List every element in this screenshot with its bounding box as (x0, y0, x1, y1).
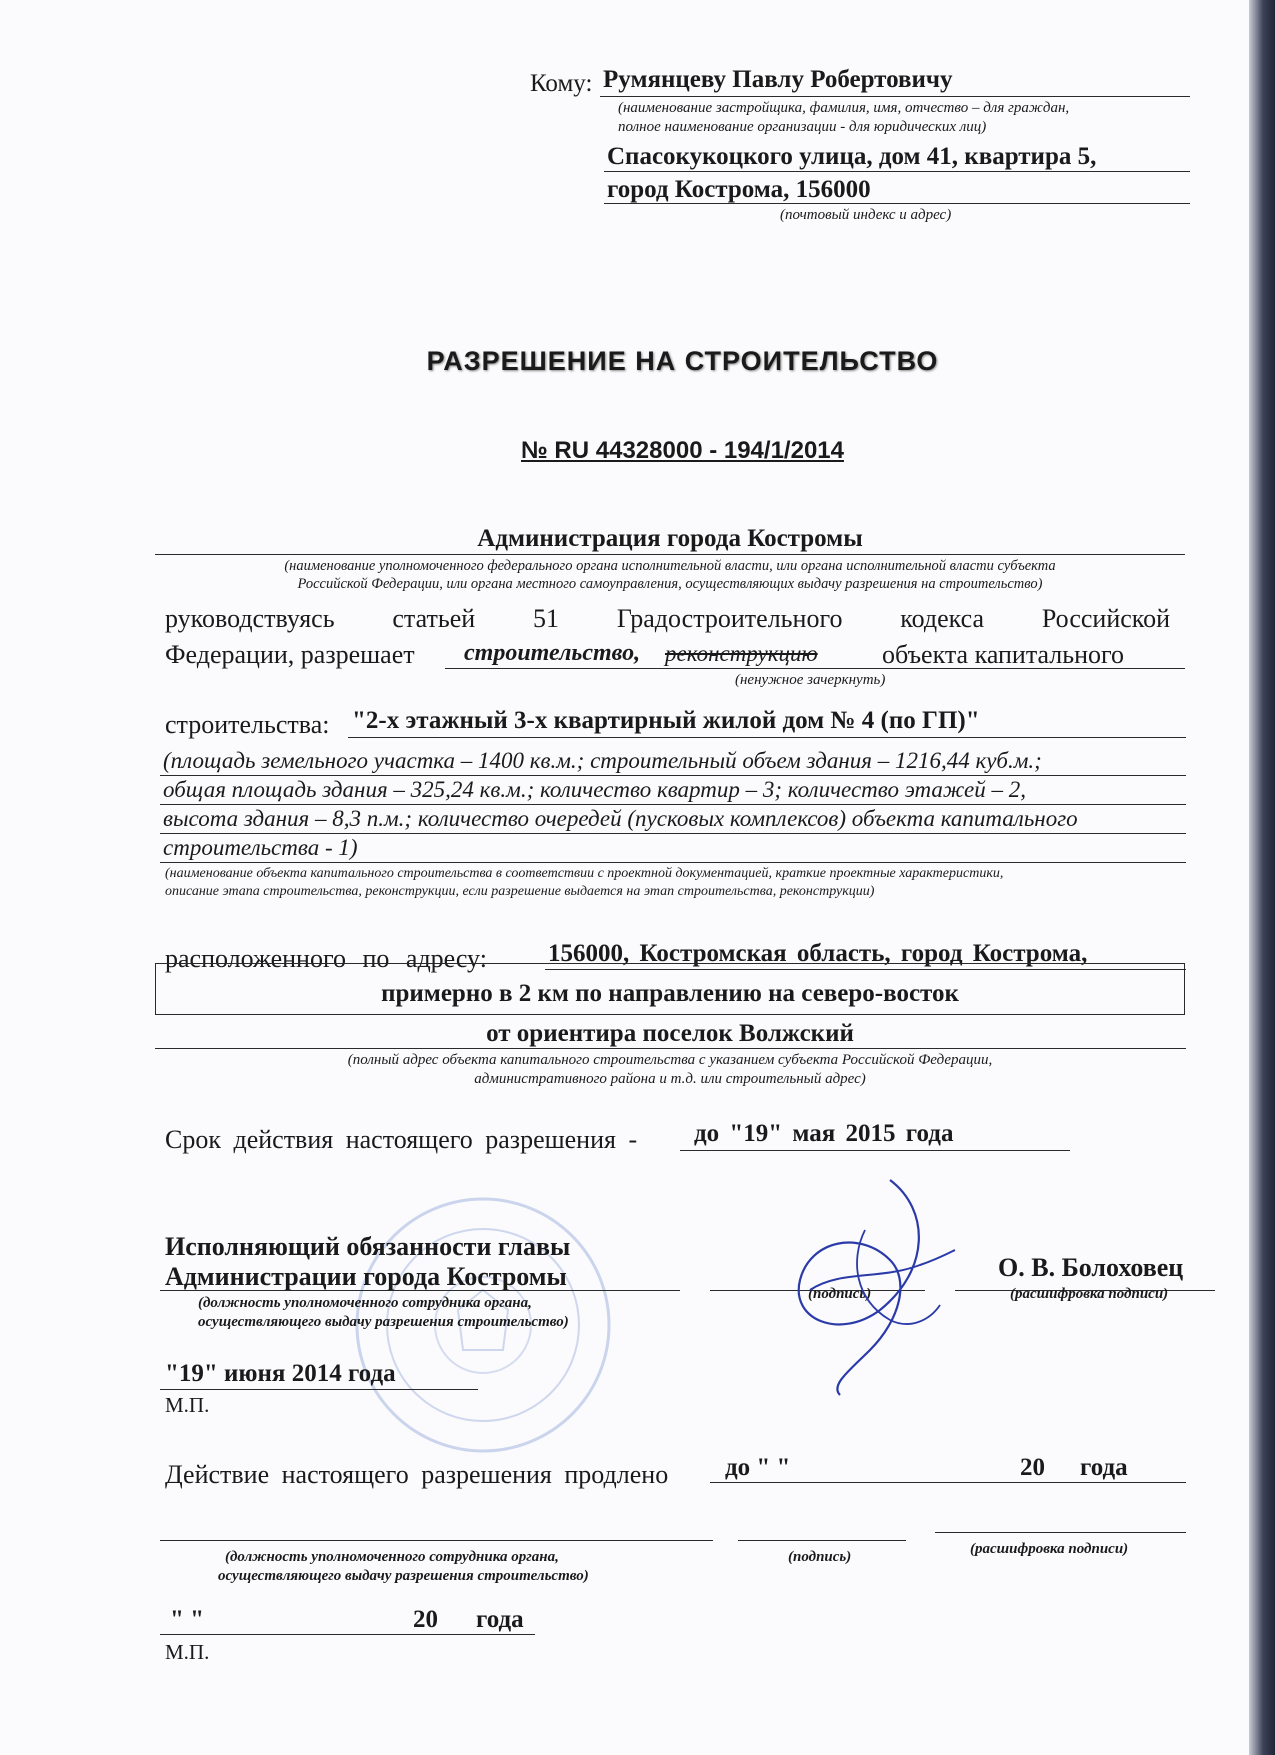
signatory-seal-label: М.П. (165, 1393, 210, 1417)
location-prefix: расположенного по адресу: (165, 944, 487, 973)
object-name-rule (348, 737, 1186, 738)
characteristics-line-1: (площадь земельного участка – 1400 кв.м.; строительный объем здания – 1216,44 куб.м.; (163, 748, 1042, 773)
extension-year: 20 (1020, 1454, 1045, 1481)
extension-signature-caption: (подпись) (788, 1549, 852, 1565)
signatory-position-2: Администрации города Костромы (165, 1262, 567, 1291)
signatory-name-caption: (расшифровка подписи) (1010, 1286, 1169, 1302)
extension-position-caption-2: осуществляющего выдачу разрешения строительство) (218, 1568, 589, 1584)
recipient-address-line-2: город Кострома, 156000 (607, 176, 871, 203)
body-line-1: руководствуясь статьей 51 Градостроительного кодекса Российской (165, 604, 1170, 633)
signatory-position-caption-1: (должность уполномоченного сотрудника органа, (198, 1295, 532, 1311)
recipient-name-caption-2: полное наименование организации - для юридических лиц) (618, 119, 987, 135)
strike-caption: (ненужное зачеркнуть) (735, 672, 886, 688)
object-caption-2: описание этапа строительства, реконструкции, если разрешение выдается на этап строительства, реконструкции) (165, 884, 875, 899)
address-line-1-rule (604, 171, 1190, 172)
recipient-name-line (600, 96, 1190, 97)
location-line-1: 156000, Костромская область, город Кострома, (548, 940, 1088, 967)
signatory-position-caption-2: осуществляющего выдачу разрешения строительство) (198, 1314, 569, 1330)
signatory-date: "19" июня 2014 года (165, 1360, 396, 1387)
validity-value: до "19" мая 2015 года (694, 1120, 954, 1147)
signature-caption: (подпись) (808, 1286, 872, 1302)
location-line-3: от ориентира поселок Волжский (486, 1020, 854, 1047)
recipient-label: Кому: (530, 70, 593, 97)
validity-prefix: Срок действия настоящего разрешения - (165, 1125, 638, 1154)
object-caption-1: (наименование объекта капитального строительства в соответствии с проектной документацией, краткие проектные характеристики, (165, 866, 1004, 881)
body-line-2-suffix: объекта капитального (882, 640, 1125, 669)
object-name: "2-х этажный 3-х квартирный жилой дом № 4 (по ГП)" (352, 707, 980, 734)
characteristics-line-2: общая площадь здания – 325,24 кв.м.; количество квартир – 3; количество этажей – 2, (163, 777, 1026, 802)
extension-seal-label: М.П. (165, 1640, 210, 1664)
extension-position-rule (160, 1540, 713, 1541)
authority-caption-1: (наименование уполномоченного федерального органа исполнительной власти, или органа исполнительной власти субъекта (284, 558, 1056, 574)
characteristics-rule-4 (160, 862, 1186, 863)
body-line-2-prefix: Федерации, разрешает (165, 640, 415, 669)
extension-prefix: Действие настоящего разрешения продлено (165, 1460, 669, 1489)
characteristics-rule-2 (160, 804, 1186, 805)
extension-name-rule (935, 1532, 1186, 1533)
extension-date-quote: " " (170, 1606, 205, 1633)
extension-date-year: 20 (413, 1606, 438, 1633)
signatory-position-1: Исполняющий обязанности главы (165, 1232, 571, 1261)
location-caption-1: (полный адрес объекта капитального строительства с указанием субъекта Российской Федерации, (347, 1052, 993, 1068)
extension-name-caption: (расшифровка подписи) (970, 1541, 1129, 1557)
signatory-position-rule (160, 1290, 680, 1291)
signatory-name: О. В. Болоховец (998, 1253, 1184, 1282)
scan-edge (1249, 0, 1275, 1755)
authority-rule (155, 554, 1185, 555)
location-line-2: примерно в 2 км по направлению на северо-восток (381, 980, 959, 1007)
extension-year-suffix: года (1080, 1454, 1128, 1481)
signatory-date-rule (160, 1389, 478, 1390)
characteristics-line-4: строительства - 1) (163, 835, 358, 860)
extension-until: до " " (725, 1454, 791, 1481)
recipient-address-caption: (почтовый индекс и адрес) (780, 207, 952, 223)
handwritten-signature (770, 1170, 970, 1400)
object-prefix: строительства: (165, 710, 330, 739)
extension-signature-rule (738, 1540, 906, 1541)
validity-rule (680, 1150, 1070, 1151)
work-type-struck: реконструкцию (665, 641, 818, 666)
document-title: РАЗРЕШЕНИЕ НА СТРОИТЕЛЬСТВО (426, 346, 939, 376)
extension-date-suffix: года (476, 1606, 524, 1633)
location-caption-2: административного района и т.д. или строительный адрес) (474, 1071, 866, 1087)
characteristics-rule-1 (160, 775, 1186, 776)
location-rule-3 (155, 1048, 1186, 1049)
extension-date-rule (160, 1634, 535, 1635)
extension-position-caption-1: (должность уполномоченного сотрудника органа, (225, 1549, 559, 1565)
work-type-rule (445, 668, 1185, 669)
recipient-address-line-1: Спасокукоцкого улица, дом 41, квартира 5, (607, 143, 1097, 170)
authority-caption-2: Российской Федерации, или органа местного самоуправления, осуществляющих выдачу разрешения на строительство) (297, 576, 1043, 592)
document-number: № RU 44328000 - 194/1/2014 (521, 437, 844, 464)
recipient-name: Румянцеву Павлу Робертовичу (603, 66, 953, 93)
work-type-kept: строительство, (464, 640, 641, 666)
characteristics-rule-3 (160, 833, 1186, 834)
recipient-name-caption-1: (наименование застройщика, фамилия, имя, отчество – для граждан, (618, 100, 1070, 116)
extension-until-rule (710, 1482, 1186, 1483)
characteristics-line-3: высота здания – 8,3 п.м.; количество очередей (пусковых комплексов) объекта капитального (163, 806, 1078, 831)
authority-name: Администрация города Костромы (477, 525, 863, 552)
address-line-2-rule (604, 203, 1190, 204)
